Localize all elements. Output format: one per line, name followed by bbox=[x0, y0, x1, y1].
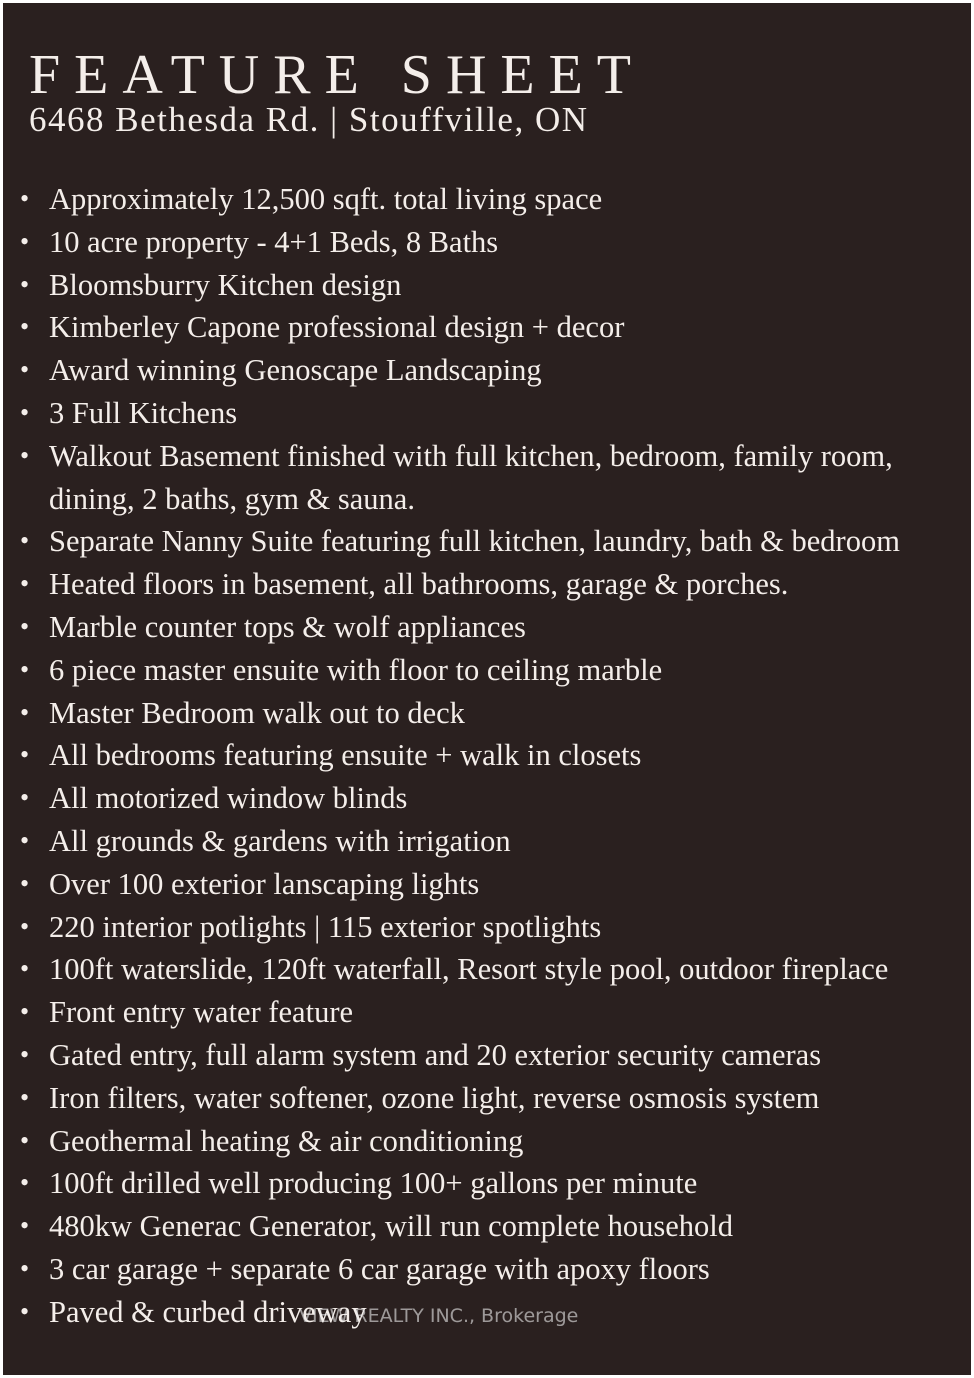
list-item: • All bedrooms featuring ensuite + walk in closets bbox=[3, 734, 971, 777]
list-item: • Walkout Basement finished with full kitchen, bedroom, family room, dining, 2 baths, gym & sauna. bbox=[3, 435, 971, 521]
list-item: • Gated entry, full alarm system and 20 exterior security cameras bbox=[3, 1034, 971, 1077]
list-item: • Over 100 exterior lanscaping lights bbox=[3, 863, 971, 906]
list-item: • 10 acre property - 4+1 Beds, 8 Baths bbox=[3, 221, 971, 264]
list-item: • 6 piece master ensuite with floor to ceiling marble bbox=[3, 649, 971, 692]
list-item: • Front entry water feature bbox=[3, 991, 971, 1034]
list-item: • Approximately 12,500 sqft. total living space bbox=[3, 178, 971, 221]
list-item: • 480kw Generac Generator, will run complete household bbox=[3, 1205, 971, 1248]
list-item: • Bloomsburry Kitchen design bbox=[3, 264, 971, 307]
list-item: • Separate Nanny Suite featuring full kitchen, laundry, bath & bedroom bbox=[3, 520, 971, 563]
list-item: • All motorized window blinds bbox=[3, 777, 971, 820]
brokerage-watermark: VIEW REALTY INC., Brokerage bbox=[299, 1305, 579, 1327]
list-item: • 3 Full Kitchens bbox=[3, 392, 971, 435]
list-item: • Master Bedroom walk out to deck bbox=[3, 692, 971, 735]
list-item: • Paved & curbed driveway bbox=[3, 1291, 971, 1334]
feature-list bbox=[3, 178, 971, 1334]
list-item: • Marble counter tops & wolf appliances bbox=[3, 606, 971, 649]
list-item: • Kimberley Capone professional design + decor bbox=[3, 306, 971, 349]
list-item: • 100ft waterslide, 120ft waterfall, Resort style pool, outdoor fireplace bbox=[3, 948, 971, 991]
list-item: • Iron filters, water softener, ozone light, reverse osmosis system bbox=[3, 1077, 971, 1120]
list-item: • 3 car garage + separate 6 car garage with apoxy floors bbox=[3, 1248, 971, 1291]
list-item: • Heated floors in basement, all bathrooms, garage & porches. bbox=[3, 563, 971, 606]
list-item: • All grounds & gardens with irrigation bbox=[3, 820, 971, 863]
list-item: • Award winning Genoscape Landscaping bbox=[3, 349, 971, 392]
list-item: • 220 interior potlights | 115 exterior spotlights bbox=[3, 906, 971, 949]
list-item: • 100ft drilled well producing 100+ gallons per minute bbox=[3, 1162, 971, 1205]
list-item: • Geothermal heating & air conditioning bbox=[3, 1120, 971, 1163]
page-title: FEATURE SHEET bbox=[29, 44, 645, 106]
property-address: 6468 Bethesda Rd. | Stouffville, ON bbox=[29, 100, 589, 139]
feature-sheet bbox=[3, 3, 971, 1375]
